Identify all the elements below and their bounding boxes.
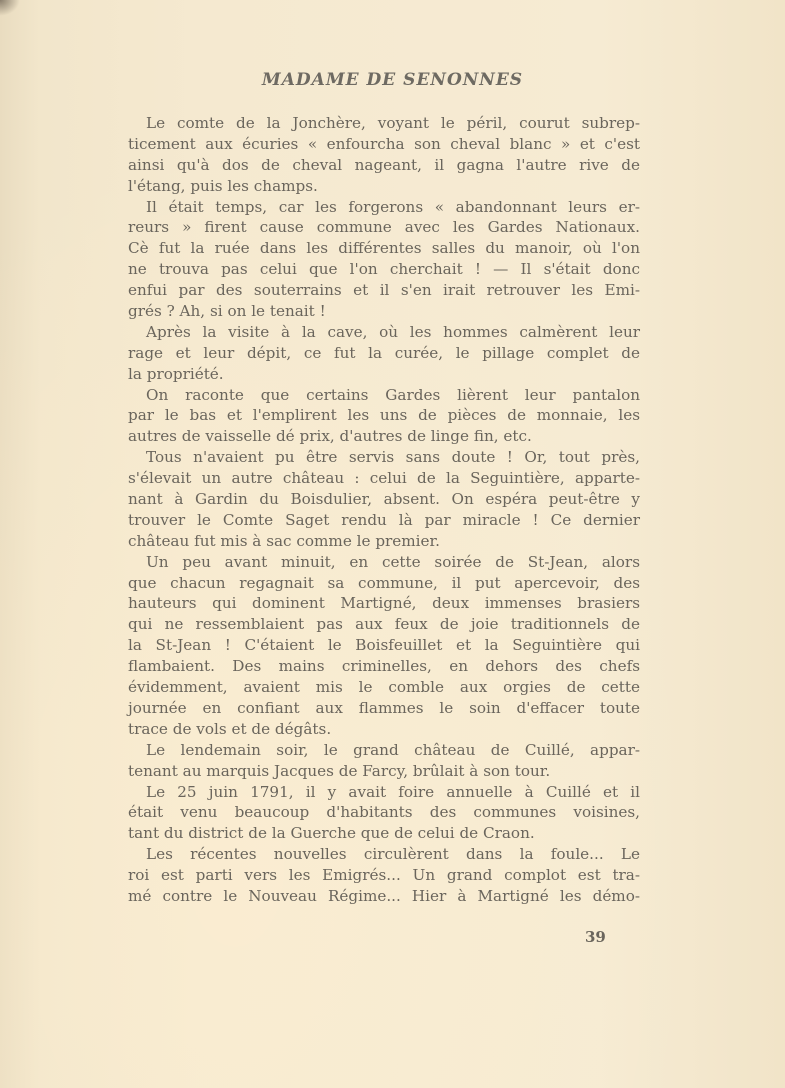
text-line: autres de vaisselle dé prix, d'autres de linge fin, etc. [128, 427, 532, 446]
paragraph [128, 322, 640, 385]
text-line: roi est parti vers les Emigrés... Un grand complot est tra- [128, 866, 640, 885]
paragraph [128, 740, 640, 782]
text-line: Il était temps, car les forgerons « abandonnant leurs er- [146, 197, 640, 216]
paragraph [128, 385, 640, 448]
text-line: l'étang, puis les champs. [128, 176, 318, 195]
body-text [128, 113, 640, 907]
text-line: Un peu avant minuit, en cette soirée de St-Jean, alors [146, 552, 640, 571]
text-line: grés ? Ah, si on le tenait ! [128, 302, 326, 321]
text-line: Après la visite à la cave, où les hommes calmèrent leur [146, 322, 640, 341]
text-line: Cè fut la ruée dans les différentes salles du manoir, où l'on [128, 239, 640, 258]
text-line: que chacun regagnait sa commune, il put apercevoir, des [128, 573, 640, 592]
text-line: reurs » firent cause commune avec les Gardes Nationaux. [128, 218, 640, 237]
page-number: 39 [585, 928, 606, 946]
text-line: trouver le Comte Saget rendu là par miracle ! Ce dernier [128, 510, 640, 529]
text-line: rage et leur dépit, ce fut la curée, le pillage complet de [128, 343, 640, 362]
paragraph [128, 844, 640, 907]
text-line: ticement aux écuries « enfourcha son cheval blanc » et c'est [128, 134, 640, 153]
text-line: évidemment, avaient mis le comble aux orgies de cette [128, 678, 640, 697]
paragraph [128, 113, 640, 197]
text-line: château fut mis à sac comme le premier. [128, 531, 440, 550]
text-line: mé contre le Nouveau Régime... Hier à Martigné les démo- [128, 886, 640, 905]
paragraph [128, 447, 640, 551]
text-line: qui ne ressemblaient pas aux feux de joie traditionnels de [128, 615, 640, 634]
text-line: hauteurs qui dominent Martigné, deux immenses brasiers [128, 594, 640, 613]
text-line: ainsi qu'à dos de cheval nageant, il gagna l'autre rive de [128, 155, 640, 174]
text-line: ne trouva pas celui que l'on cherchait ! — Il s'était donc [128, 260, 640, 279]
text-line: la St-Jean ! C'étaient le Boisfeuillet et la Seguintière qui [128, 636, 640, 655]
running-head: MADAME DE SENONNES [261, 70, 524, 90]
text-line: tenant au marquis Jacques de Farcy, brûlait à son tour. [128, 761, 551, 780]
text-line: On raconte que certains Gardes lièrent leur pantalon [146, 385, 640, 404]
text-line: enfui par des souterrains et il s'en irait retrouver les Emi- [128, 281, 640, 300]
text-line: Tous n'avaient pu être servis sans doute ! Or, tout près, [146, 448, 640, 467]
text-line: nant à Gardin du Boisdulier, absent. On espéra peut-être y [128, 490, 640, 509]
text-line: trace de vols et de dégâts. [128, 719, 332, 738]
text-line: journée en confiant aux flammes le soin d'effacer toute [128, 698, 640, 717]
text-line: Le comte de la Jonchère, voyant le péril, courut subrep- [146, 114, 640, 132]
text-line: s'élevait un autre château : celui de la Seguintière, apparte- [128, 469, 640, 488]
text-line: Les récentes nouvelles circulèrent dans la foule... Le [146, 845, 640, 864]
text-line: Le lendemain soir, le grand château de Cuillé, appar- [146, 740, 640, 759]
text-line: tant du district de la Guerche que de celui de Craon. [128, 824, 535, 843]
text-line: Le 25 juin 1791, il y avait foire annuelle à Cuillé et il [146, 782, 640, 801]
paragraph [128, 197, 640, 322]
text-line: par le bas et l'emplirent les uns de pièces de monnaie, les [128, 406, 640, 425]
text-line: était venu beaucoup d'habitants des communes voisines, [128, 803, 640, 822]
page-corner-shadow [0, 0, 20, 16]
text-line: flambaient. Des mains criminelles, en dehors des chefs [128, 657, 640, 676]
paragraph [128, 552, 640, 740]
paragraph [128, 782, 640, 845]
text-line: la propriété. [128, 364, 224, 383]
